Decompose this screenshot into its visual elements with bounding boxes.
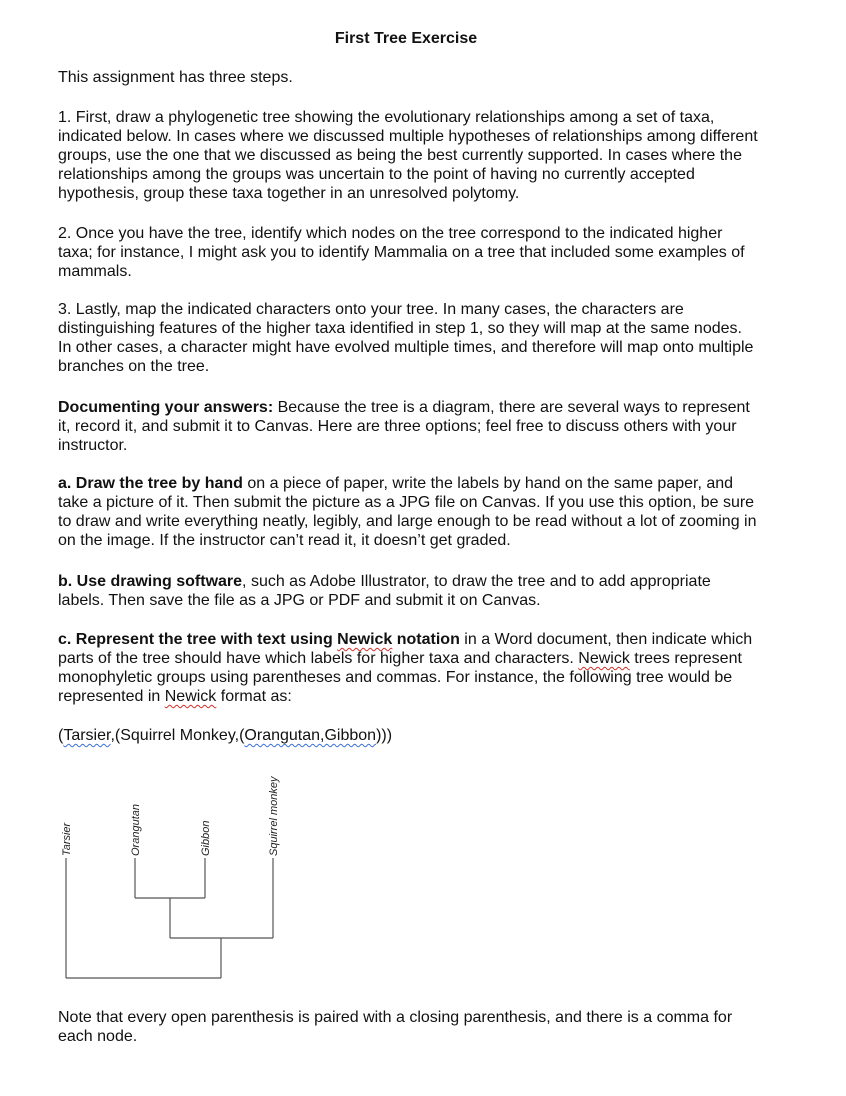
tree-label-tarsier: Tarsier — [61, 822, 73, 856]
option-b-heading: b. Use drawing software — [58, 573, 243, 590]
tree-label-squirrel-monkey: Squirrel monkey — [268, 776, 280, 856]
documenting-heading: Documenting your answers: — [58, 399, 274, 416]
option-c-heading-post: notation — [392, 631, 460, 648]
tree-branches — [66, 858, 273, 978]
note-paragraph: Note that every open parenthesis is paired with a closing parenthesis, and there is a comma for each node. — [58, 1009, 733, 1045]
option-a-text: on a piece of paper, write the labels by hand on the same paper, and take a picture of it. Then submit the picture as a JPG file on Canvas. If you use this option, be sure to draw and write everything neatly, legibly, and large enough to be read without a lot of zooming in on the image. If the instructor can’t read it, it doesn’t get graded. — [58, 475, 757, 549]
option-c-text-2: trees represent monophyletic groups using parentheses and commas. For instance, the following tree would be represented in — [58, 650, 742, 705]
step-1-paragraph: 1. First, draw a phylogenetic tree showing the evolutionary relationships among a set of taxa, indicated below. In cases where we discussed multiple hypotheses of relationships among different groups, use the one that we discussed as being the best currently supported. In cases where the relationships among the groups was uncertain to the point of having no currently accepted hypothesis, group these taxa together in an unresolved polytomy. — [58, 109, 758, 202]
option-c-text-3: format as: — [216, 688, 292, 705]
newick-tarsier: Tarsier — [63, 727, 111, 744]
documenting-text: Because the tree is a diagram, there are several ways to represent it, record it, and submit it to Canvas. Here are three options; feel free to discuss others with your instructor. — [58, 399, 750, 454]
newick-paren-1: ( — [58, 727, 64, 744]
step-2-paragraph: 2. Once you have the tree, identify which nodes on the tree correspond to the indicated higher taxa; for instance, I might ask you to identify Mammalia on a tree that included some examples of mammals. — [58, 225, 745, 280]
tree-label-orangutan: Orangutan — [130, 804, 142, 856]
option-c-heading-pre: c. Represent the tree with text using — [58, 631, 338, 648]
option-b-text: , such as Adobe Illustrator, to draw the tree and to add appropriate labels. Then save the file as a JPG or PDF and submit it on Canvas. — [58, 573, 711, 609]
newick-pair: Orangutan,Gibbon — [244, 727, 377, 744]
document-title: First Tree Exercise — [334, 30, 478, 47]
option-a-heading: a. Draw the tree by hand — [58, 475, 243, 492]
option-c-newick-1: Newick — [578, 650, 630, 667]
newick-paren-2: ,(Squirrel Monkey,( — [110, 727, 245, 744]
option-c-text-1: in a Word document, then indicate which parts of the tree should have which labels for higher taxa and characters. — [58, 631, 753, 667]
newick-paren-3: ))) — [376, 727, 393, 744]
tree-label-gibbon: Gibbon — [200, 820, 212, 856]
step-3-paragraph: 3. Lastly, map the indicated characters onto your tree. In many cases, the characters are distinguishing features of the higher taxa identified in step 1, so they will map at the same nodes. In other cases, a character might have evolved multiple times, and therefore will map onto multiple branches on the tree. — [58, 301, 754, 375]
intro-paragraph: This assignment has three steps. — [58, 69, 293, 86]
option-c-heading-newick: Newick — [337, 631, 393, 648]
option-c-newick-2: Newick — [164, 688, 217, 705]
